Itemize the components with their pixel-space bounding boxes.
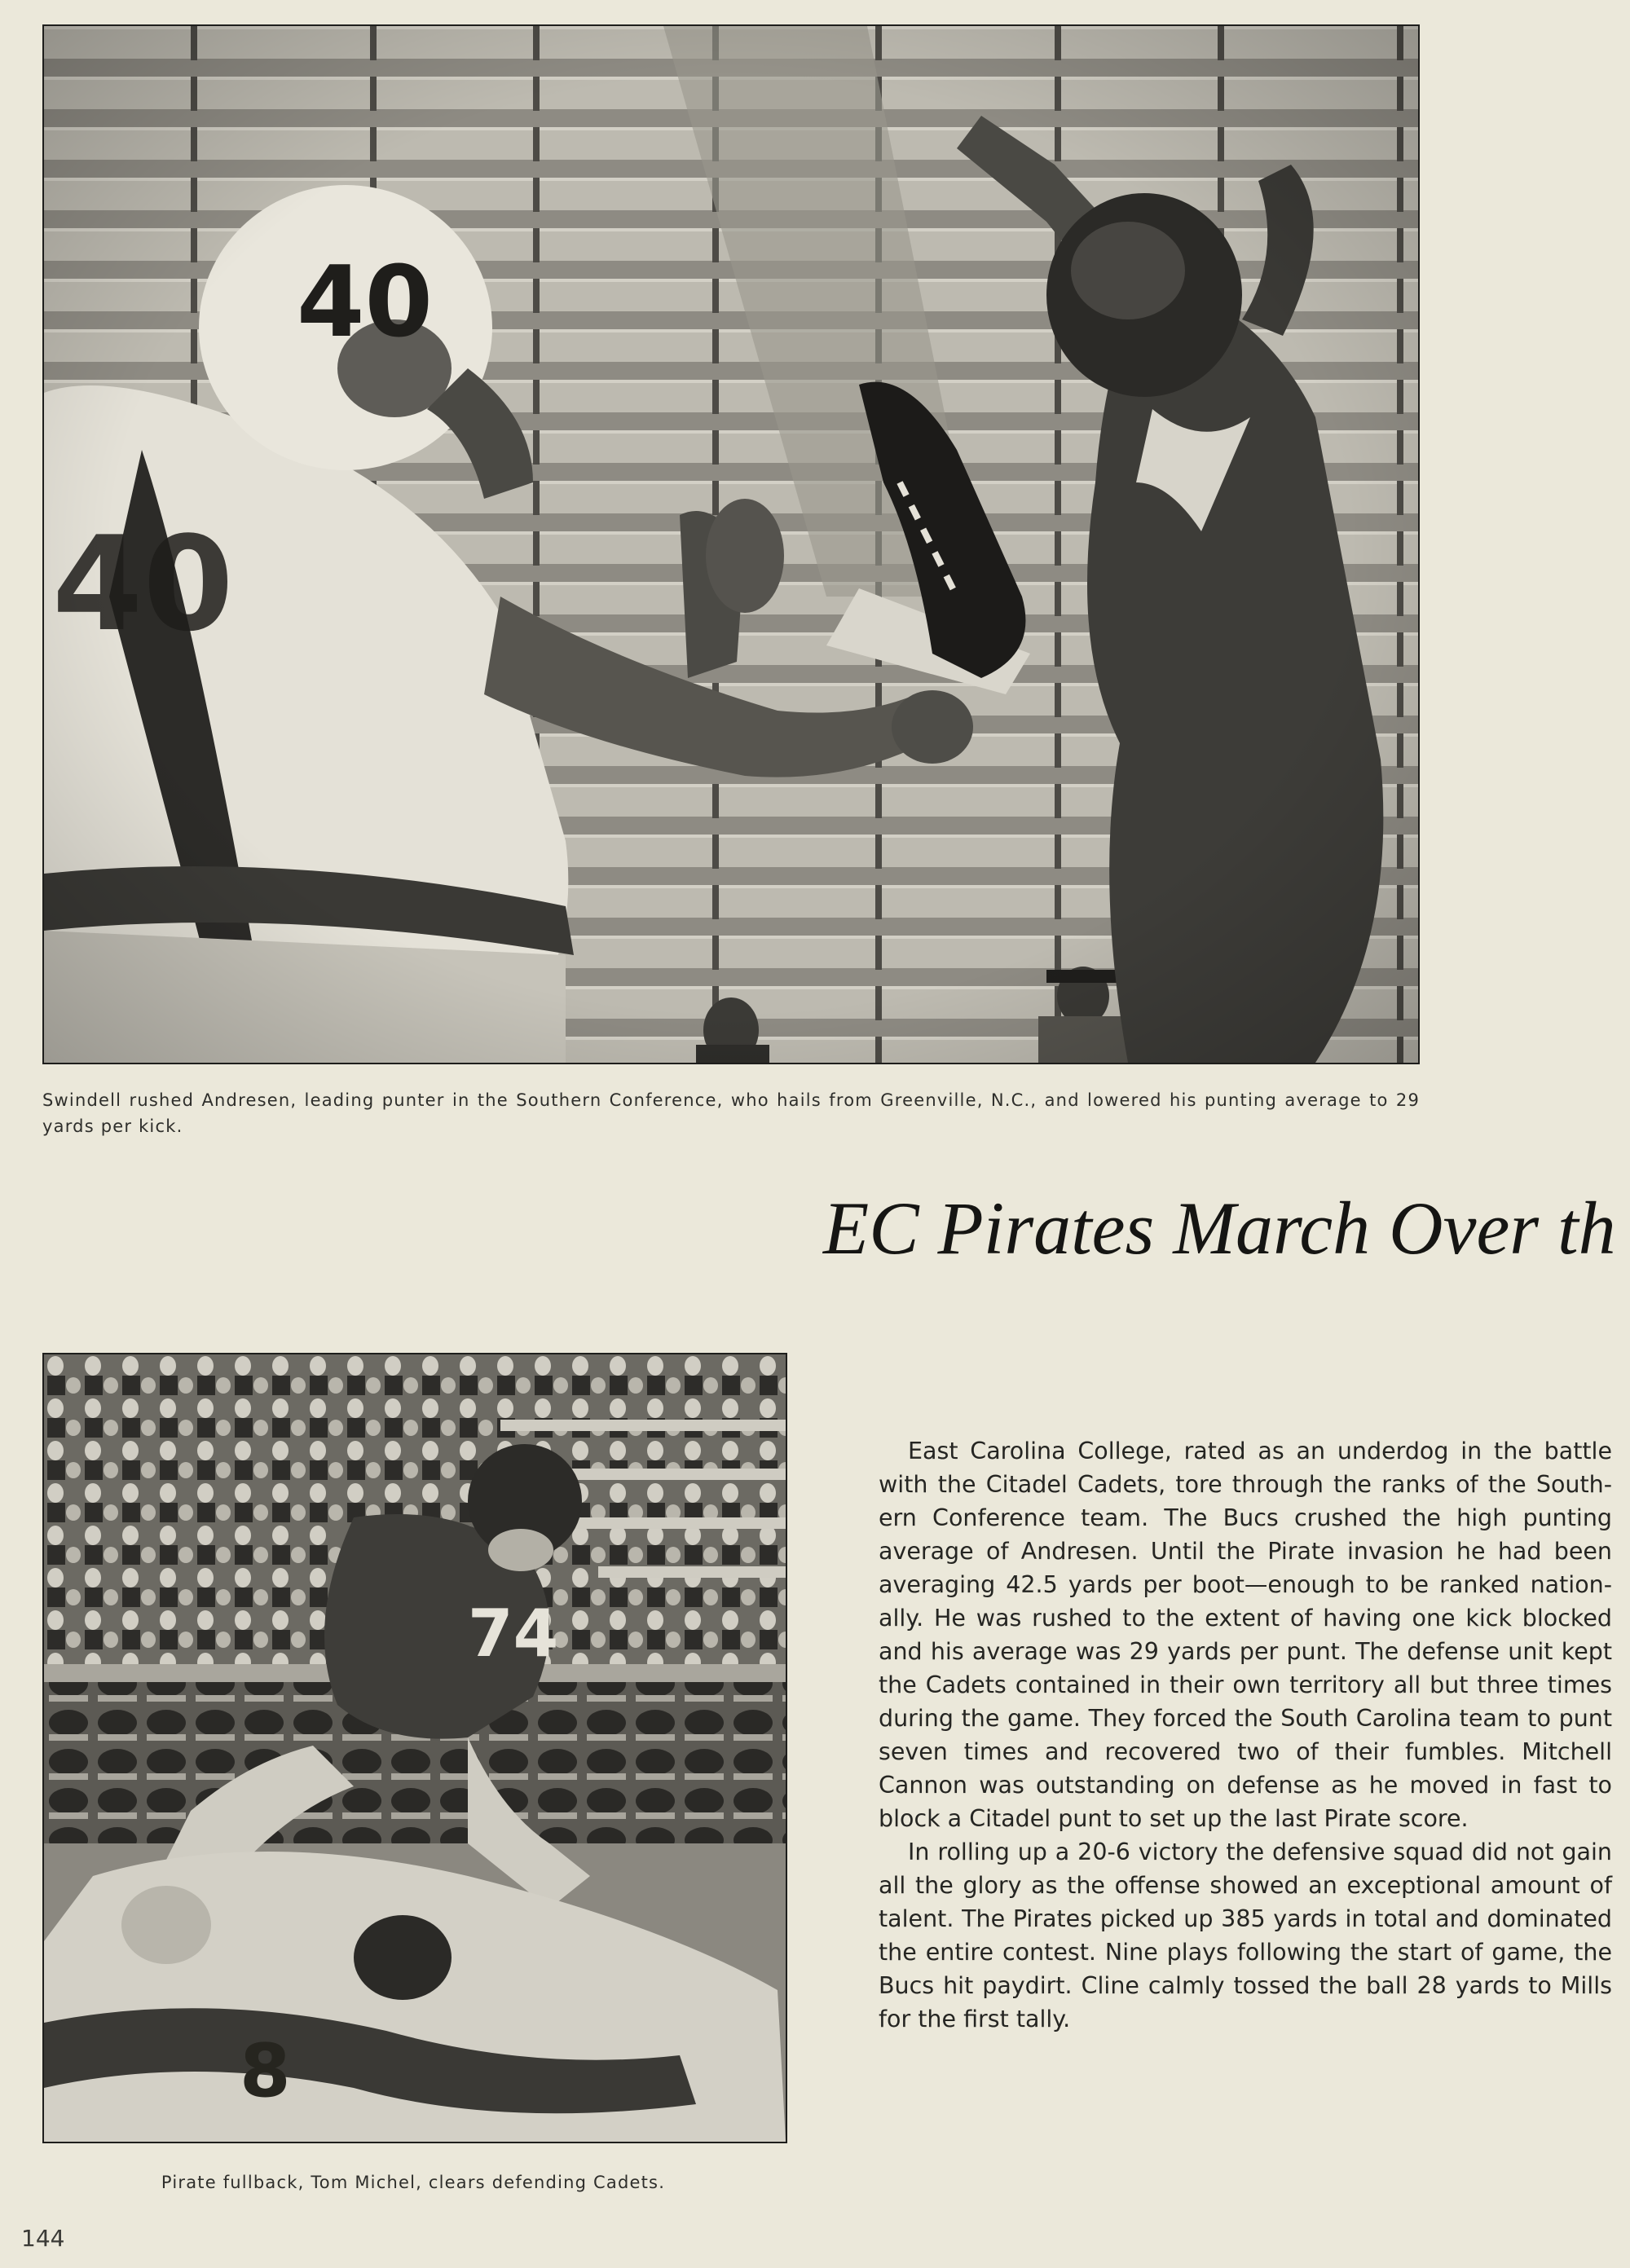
- photo-caption-bottom: Pirate fullback, Tom Michel, clears defending Cadets.: [161, 2173, 666, 2192]
- jersey-number-carrier: 74: [468, 1596, 559, 1671]
- article-paragraph: East Carolina College, rated as an underdog in the battle with the Citadel Cadets, tore through the ranks of the Southern Conference team. The Bucs crushed the high punting average of Andresen. Until the Pirate invasion he had been averaging 42.5 yards per boot—enough to be ranked nationally. He was rushed to the extent of having one kick blocked and his average was 29 yards per punt. The defense unit kept the Cadets contained in their own territory all but three times during the game. They forced the South Carolina team to punt seven times and recovered two of their fumbles. Mitchell Cannon was outstanding on defense as he moved in fast to block a Citadel punt to set up the last Pirate score.: [879, 1438, 1612, 1832]
- article-body: [879, 1434, 1612, 2036]
- headline: EC Pirates March Over th: [823, 1187, 1616, 1270]
- jersey-number-defender: 8: [240, 2028, 291, 2114]
- photo-caption-top: Swindell rushed Andresen, leading punter in the Southern Conference, who hails from Greenville, N.C., and lowered his punting average to 29 yards per kick.: [42, 1090, 1420, 1136]
- article-paragraph: In rolling up a 20-6 victory the defensive squad did not gain all the glory as the offense showed an exceptional amount of talent. The Pirates picked up 385 yards in total and dominated the entire contest. Nine plays following the start of game, the Bucs hit paydirt. Cline calmly tossed the ball 28 yards to Mills for the first tally.: [879, 1839, 1612, 2032]
- photo-fullback-run: [42, 1353, 787, 2143]
- page-number: 144: [21, 2225, 65, 2252]
- photo-punt-block: [42, 24, 1420, 1064]
